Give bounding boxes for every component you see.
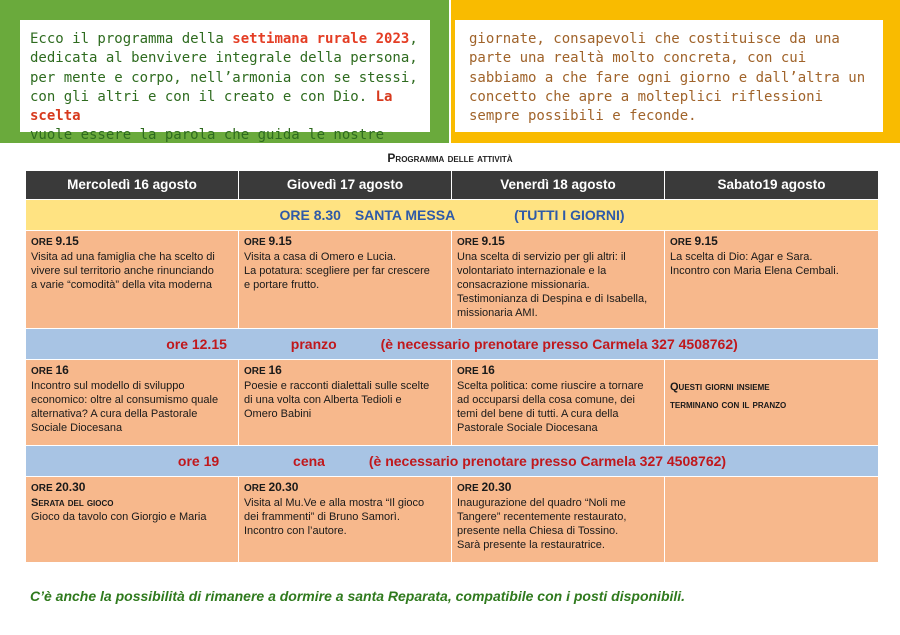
footer-note: C’è anche la possibilità di rimanere a dormire a santa Reparata, compatibile con i posti disponibili. <box>30 588 686 604</box>
activity-cell <box>452 477 665 563</box>
activity-time: 9.15 <box>481 234 505 248</box>
activity-line: volontariato internazionale e la <box>457 265 607 277</box>
highlight-theme: La scelta <box>30 88 393 125</box>
intro-text-right <box>469 30 865 126</box>
activity-line: Sarà presente la restauratrice. <box>457 539 605 551</box>
intro-line: parte una realtà molto concreta, con cui <box>469 50 807 67</box>
activity-line: Sociale Diocesana <box>31 422 123 434</box>
activity-time: 9.15 <box>268 234 292 248</box>
activity-title: Serata del gioco <box>31 497 114 509</box>
mass-note: (TUTTI I GIORNI) <box>514 207 625 223</box>
activity-cell <box>26 231 239 329</box>
time-prefix: ORE <box>244 366 266 377</box>
intro-panel-left <box>20 20 430 144</box>
time-prefix: ORE <box>457 237 479 248</box>
activity-row-morning <box>26 231 879 329</box>
activity-line: missionaria AMI. <box>457 307 538 319</box>
highlight-event-name: settimana rurale 2023 <box>232 31 410 47</box>
activity-line: a varie “comodità” della vita moderna <box>31 279 212 291</box>
activity-line: Gioco da tavolo con Giorgio e Maria <box>31 511 207 523</box>
activity-cell <box>665 231 879 329</box>
activity-line: ad occuparsi della cosa comune, dei <box>457 394 635 406</box>
day-header: Giovedì 17 agosto <box>239 171 452 200</box>
dinner-note: (è necessario prenotare presso Carmela 327 4508762) <box>368 453 727 469</box>
activity-line: La potatura: scegliere per far crescere <box>244 265 430 277</box>
activity-cell <box>239 360 452 446</box>
dinner-row <box>26 446 879 477</box>
intro-text: Ecco il programma della <box>30 31 233 47</box>
activity-time: 16 <box>55 363 69 377</box>
activity-line: La scelta di Dio: Agar e Sara. <box>670 251 813 263</box>
activity-line: economico: oltre al consumismo quale <box>31 394 219 406</box>
intro-banner-left <box>0 0 449 143</box>
activity-cell <box>452 360 665 446</box>
intro-text: con gli altri e con il creato e con Dio. <box>30 88 376 105</box>
activity-cell <box>26 360 239 446</box>
lunch-cell <box>26 329 879 360</box>
activity-line: e portare frutto. <box>244 279 320 291</box>
activity-time: 16 <box>268 363 282 377</box>
mass-label: SANTA MESSA <box>354 207 456 223</box>
activity-line: Incontro con Maria Elena Cembali. <box>670 265 839 277</box>
lunch-label: pranzo <box>290 336 337 352</box>
intro-line: sempre possibili e feconde. <box>469 108 697 125</box>
intro-line: dedicata al benvivere integrale della persona, <box>30 50 418 67</box>
time-prefix: ORE <box>457 366 479 377</box>
activity-row-evening <box>26 477 879 563</box>
activity-cell <box>26 477 239 563</box>
activity-line: temi del bene di tutti. A cura della <box>457 408 619 420</box>
time-prefix: ORE <box>457 483 479 494</box>
activity-line: Poesie e racconti dialettali sulle scelte <box>244 380 430 392</box>
activity-line: Pastorale Sociale Diocesana <box>457 422 598 434</box>
activity-cell <box>239 231 452 329</box>
empty-cell <box>665 477 879 563</box>
dinner-cell <box>26 446 879 477</box>
schedule-table <box>25 170 879 563</box>
lunch-row <box>26 329 879 360</box>
activity-time: 20.30 <box>55 480 86 494</box>
activity-line: Visita a casa di Omero e Lucia. <box>244 251 397 263</box>
activity-time: 20.30 <box>481 480 512 494</box>
time-prefix: ORE <box>244 237 266 248</box>
activity-time: 9.15 <box>694 234 718 248</box>
day-header: Mercoledì 16 agosto <box>26 171 239 200</box>
closing-note-line: Questi giorni insieme <box>670 381 770 393</box>
activity-line: Incontro con l’autore. <box>244 525 347 537</box>
day-header: Sabato19 agosto <box>665 171 879 200</box>
activity-line: alternativa? A cura della Pastorale <box>31 408 198 420</box>
activity-time: 16 <box>481 363 495 377</box>
intro-panel-right <box>455 20 883 132</box>
mass-row <box>26 200 879 231</box>
intro-line: per mente e corpo, nell’armonia con se stessi, <box>30 69 418 86</box>
activity-time: 20.30 <box>268 480 299 494</box>
day-header: Venerdì 18 agosto <box>452 171 665 200</box>
time-prefix: ORE <box>31 237 53 248</box>
intro-line: giornate, consapevoli che costituisce da una <box>469 31 840 47</box>
time-prefix: ORE <box>244 483 266 494</box>
intro-text: , <box>409 31 418 47</box>
activity-time: 9.15 <box>55 234 79 248</box>
time-prefix: ORE <box>31 483 53 494</box>
day-header-row <box>26 171 879 200</box>
activity-line: Inaugurazione del quadro “Noli me <box>457 497 626 509</box>
activity-cell <box>452 231 665 329</box>
activity-line: dei frammenti” di Bruno Samorì. <box>244 511 400 523</box>
mass-cell <box>26 200 879 231</box>
activity-cell <box>239 477 452 563</box>
intro-line: concetto che apre a molteplici riflessioni <box>469 88 824 105</box>
activity-line: Omero Babini <box>244 408 312 420</box>
mass-time: ORE 8.30 <box>279 207 341 223</box>
activity-line: Incontro sul modello di sviluppo <box>31 380 185 392</box>
activity-line: Scelta politica: come riuscire a tornare <box>457 380 644 392</box>
dinner-label: cena <box>293 453 325 469</box>
time-prefix: ORE <box>31 366 53 377</box>
activity-line: Una scelta di servizio per gli altri: il <box>457 251 626 263</box>
lunch-time: ore 12.15 <box>166 336 227 352</box>
intro-line: vuole essere la parola che guida le nostre <box>30 127 385 144</box>
activity-line: Visita ad una famiglia che ha scelto di <box>31 251 215 263</box>
dinner-time: ore 19 <box>177 453 220 469</box>
activity-line: vivere sul territorio anche rinunciando <box>31 265 214 277</box>
closing-note-cell <box>665 360 879 446</box>
intro-line: sabbiamo a che fare ogni giorno e dall’altra un <box>469 69 866 86</box>
activity-line: Tangere” recentemente restaurato, <box>457 511 627 523</box>
activity-row-afternoon <box>26 360 879 446</box>
time-prefix: ORE <box>670 237 692 248</box>
activity-line: presente nella Chiesa di Tossino. <box>457 525 619 537</box>
program-title: Programma delle attività <box>387 151 513 165</box>
lunch-note: (è necessario prenotare presso Carmela 327 4508762) <box>380 336 738 352</box>
activity-line: Visita al Mu.Ve e alla mostra “Il gioco <box>244 497 425 509</box>
intro-banner-right <box>451 0 900 143</box>
activity-line: consacrazione missionaria. <box>457 279 590 291</box>
intro-text-left <box>30 30 430 146</box>
closing-note-line: terminano con il pranzo <box>670 399 787 411</box>
activity-line: di una volta con Alberta Tedioli e <box>244 394 402 406</box>
activity-line: Testimonianza di Despina e di Isabella, <box>457 293 648 305</box>
